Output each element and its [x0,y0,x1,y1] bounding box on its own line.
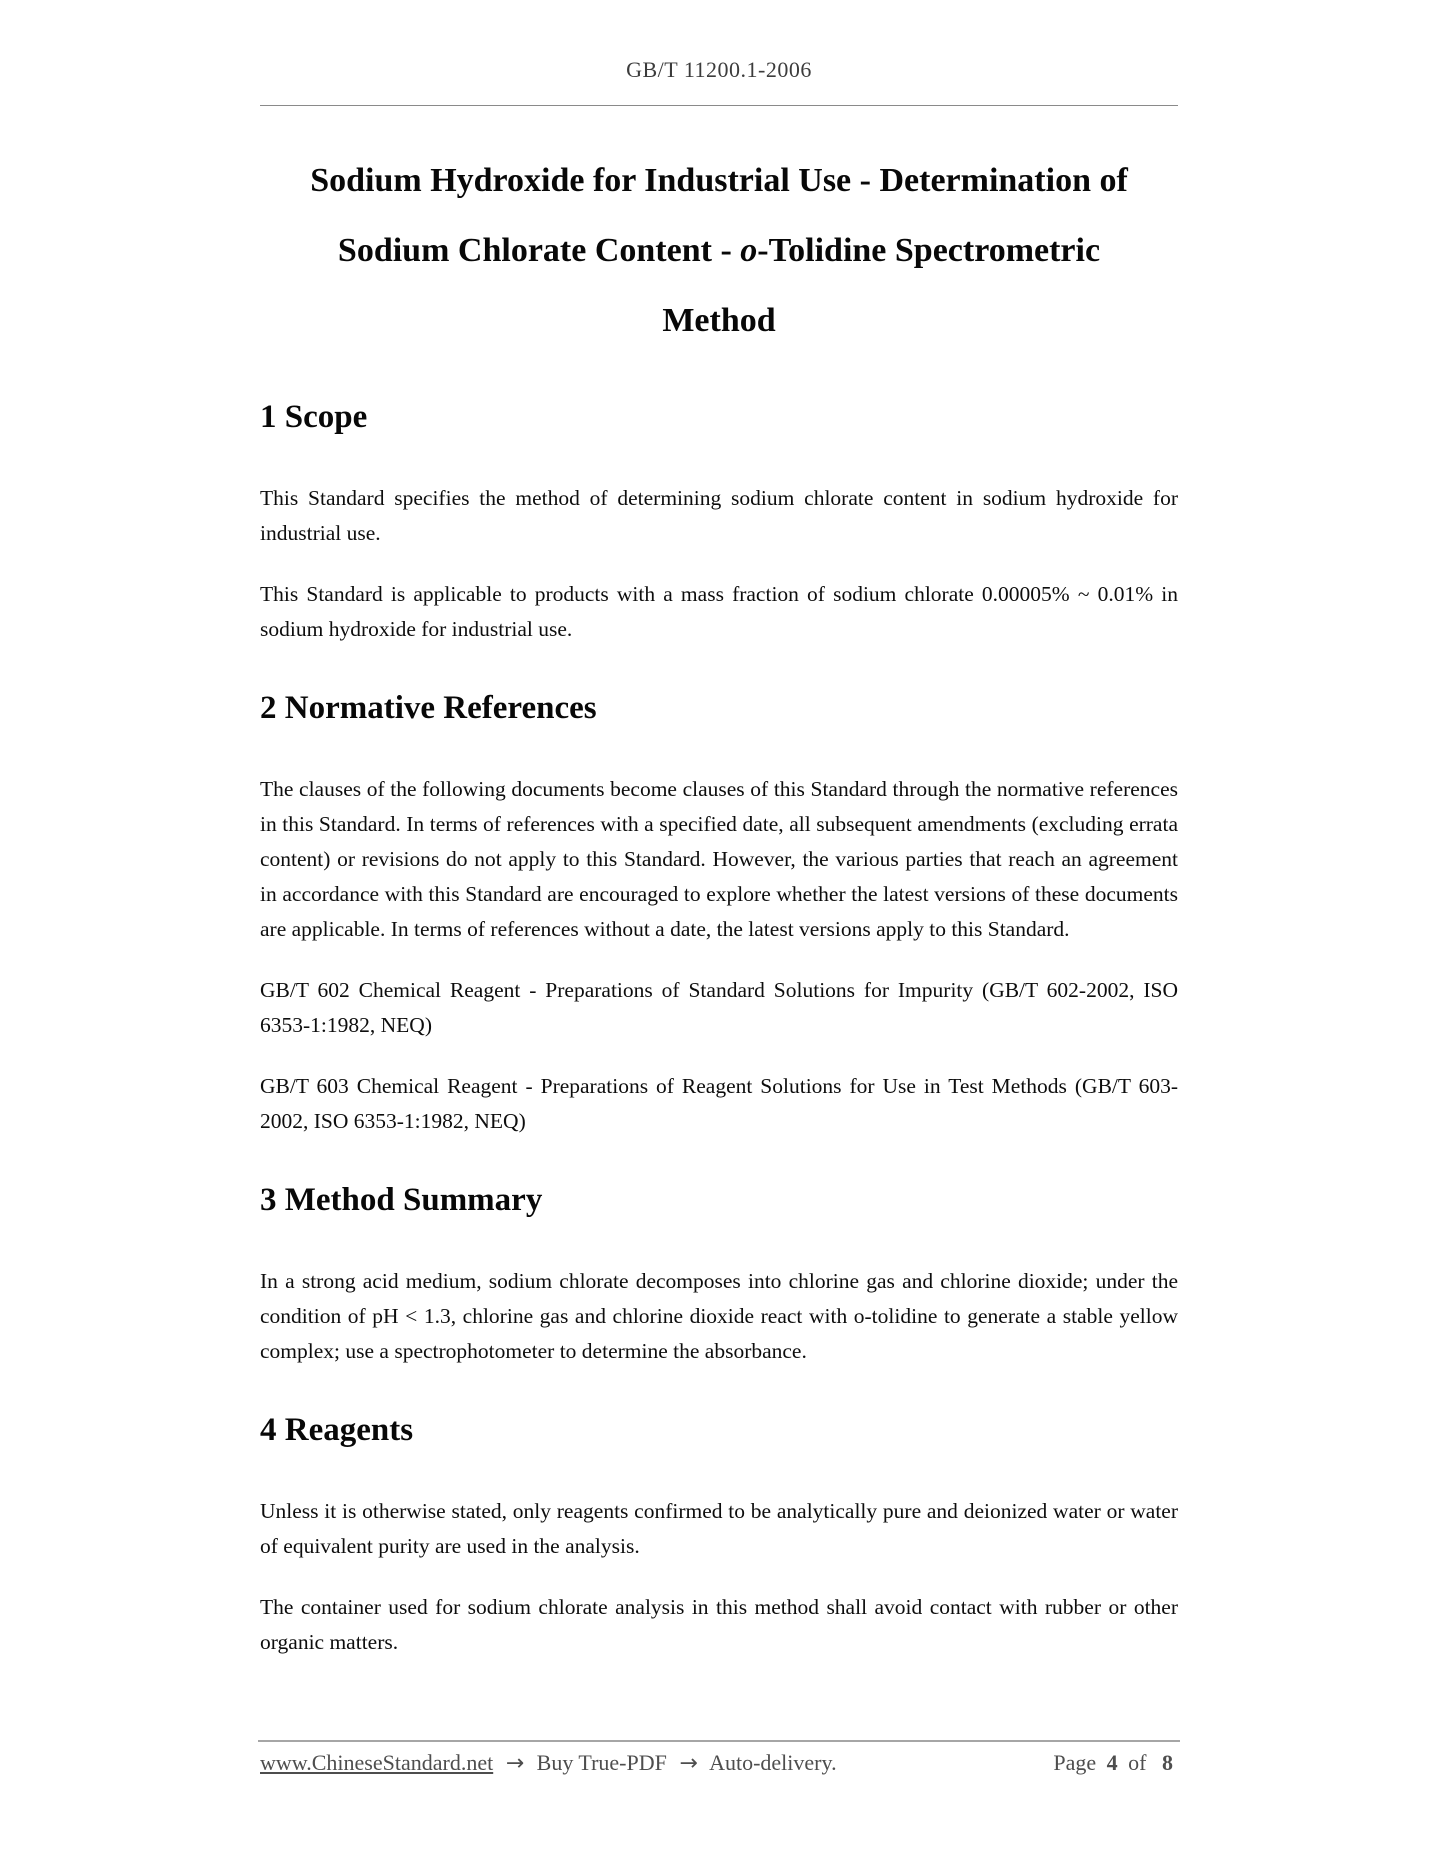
section-heading: 2 Normative References [260,690,597,726]
site-link[interactable]: www.ChineseStandard.net [260,1750,494,1775]
body-paragraph: The clauses of the following documents become clauses of this Standard through the normative references in this Standard. In terms of references with a specified date, all subsequent amendments (excluding errata content) or revisions do not apply to this Standard. However, the various parties that reach an agreement in accordance with this Standard are encouraged to explore whether the latest versions of these documents are applicable. In terms of references without a date, the latest versions apply to this Standard. [260,777,1178,941]
page-current: 4 [1106,1750,1118,1775]
section-normative-references [260,687,1178,1139]
title-line-2-prefix: Sodium Chlorate Content - [337,232,741,269]
section-reagents [260,1409,1178,1660]
document-content [260,0,1178,1660]
section-heading: 4 Reagents [260,1412,414,1448]
of-label: of [1128,1750,1147,1775]
standard-code: GB/T 11200.1-2006 [626,57,812,82]
page-footer [260,1749,1178,1778]
section-scope [260,396,1178,647]
page-indicator [1053,1749,1178,1777]
body-paragraph: Unless it is otherwise stated, only reagents confirmed to be analytically pure and deionized water or water of equivalent purity are used in the analysis. [260,1499,1178,1558]
arrow-right-icon: → [505,1751,525,1776]
body-paragraph: GB/T 603 Chemical Reagent - Preparations of Reagent Solutions for Use in Test Methods (GB/T 603-2002, ISO 6353-1:1982, NEQ) [260,1074,1178,1133]
header-divider [260,105,1178,106]
body-paragraph: This Standard specifies the method of determining sodium chlorate content in sodium hydroxide for industrial use. [260,486,1178,545]
body-paragraph: GB/T 602 Chemical Reagent - Preparations of Standard Solutions for Impurity (GB/T 602-2002, ISO 6353-1:1982, NEQ) [260,978,1178,1037]
title-line-3: Method [662,302,776,339]
body-paragraph: This Standard is applicable to products with a mass fraction of sodium chlorate 0.00005% ~ 0.01% in sodium hydroxide for industrial use. [260,582,1178,641]
body-paragraph: The container used for sodium chlorate analysis in this method shall avoid contact with rubber or other organic matters. [260,1595,1178,1654]
section-method-summary [260,1179,1178,1369]
footer-divider [258,1740,1180,1742]
body-paragraph: In a strong acid medium, sodium chlorate decomposes into chlorine gas and chlorine dioxide; under the condition of pH < 1.3, chlorine gas and chlorine dioxide react with o-tolidine to generate a stable yellow complex; use a spectrophotometer to determine the absorbance. [260,1269,1178,1363]
document-title [260,146,1178,356]
delivery-text: Auto-delivery. [709,1750,837,1775]
page-label: Page [1053,1750,1097,1775]
page-header [260,56,1178,84]
footer-left [260,1749,837,1778]
page-total: 8 [1162,1750,1173,1775]
section-heading: 3 Method Summary [260,1182,543,1218]
title-line-2-italic: o [740,232,758,269]
arrow-right-icon: → [679,1751,698,1776]
title-line-2 [260,216,1178,286]
section-heading: 1 Scope [260,399,368,435]
title-line-1: Sodium Hydroxide for Industrial Use - Determination of [310,162,1128,199]
buy-text: Buy True-PDF [536,1750,667,1775]
title-line-2-suffix: -Tolidine Spectrometric [757,232,1101,269]
